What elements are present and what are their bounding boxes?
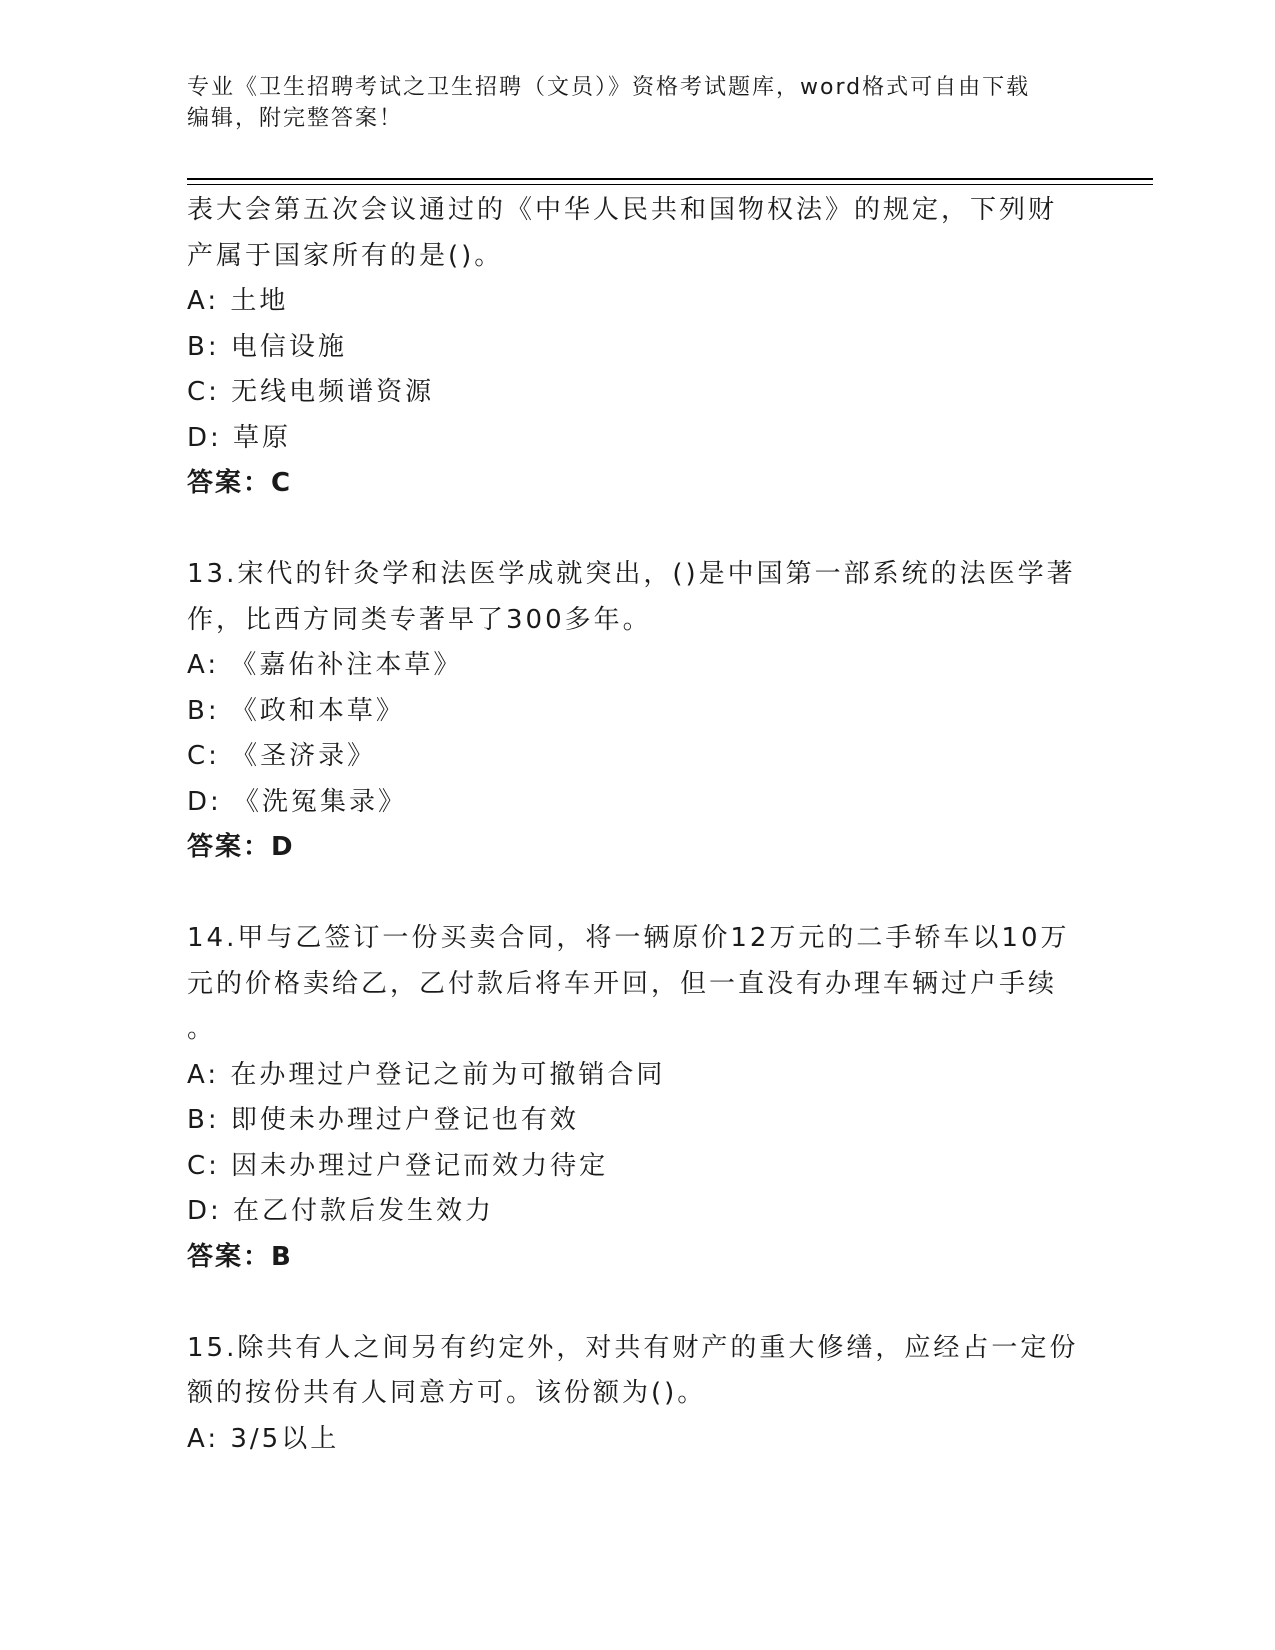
question-stem-line: 13.宋代的针灸学和法医学成就突出，()是中国第一部系统的法医学著 [187, 559, 1076, 589]
question-15 [187, 1326, 1087, 1463]
question-stem-line: 额的按份共有人同意方可。该份额为()。 [187, 1378, 707, 1408]
document-header [187, 72, 1087, 134]
header-divider-thin [187, 184, 1153, 185]
question-stem-line: 。 [187, 1014, 217, 1044]
option-d: D: 《洗冤集录》 [187, 786, 408, 817]
question-12 [187, 188, 1087, 507]
header-line-1: 专业《卫生招聘考试之卫生招聘（文员）》资格考试题库，word格式可自由下载 [187, 75, 1031, 100]
header-line-2: 编辑，附完整答案！ [187, 106, 404, 131]
option-d: D: 在乙付款后发生效力 [187, 1196, 495, 1226]
question-13 [187, 552, 1087, 871]
question-stem-line: 15.除共有人之间另有约定外，对共有财产的重大修缮，应经占一定份 [187, 1332, 1079, 1363]
option-b: B: 《政和本草》 [187, 695, 405, 726]
question-spacer [187, 507, 1087, 553]
question-stem-line: 作，比西方同类专著早了300多年。 [187, 604, 652, 635]
option-c: C: 无线电频谱资源 [187, 377, 435, 407]
option-a: A: 在办理过户登记之前为可撤销合同 [187, 1059, 666, 1090]
answer-label: 答案：B [187, 1241, 293, 1272]
question-spacer [187, 1280, 1087, 1326]
question-14 [187, 916, 1087, 1280]
option-b: B: 即使未办理过户登记也有效 [187, 1105, 579, 1135]
question-list [187, 188, 1087, 1462]
question-spacer [187, 871, 1087, 917]
header-divider-thick [187, 178, 1153, 180]
option-a: A: 土地 [187, 286, 289, 316]
option-c: C: 《圣济录》 [187, 741, 377, 771]
answer-label: 答案：C [187, 468, 293, 498]
option-a: A: 《嘉佑补注本草》 [187, 650, 463, 680]
option-b: B: 电信设施 [187, 331, 347, 362]
option-c: C: 因未办理过户登记而效力待定 [187, 1150, 609, 1181]
question-stem-line: 元的价格卖给乙，乙付款后将车开回，但一直没有办理车辆过户手续 [187, 968, 1058, 999]
question-stem-line: 产属于国家所有的是()。 [187, 240, 504, 271]
option-d: D: 草原 [187, 422, 292, 453]
option-a: A: 3/5以上 [187, 1423, 340, 1454]
answer-label: 答案：D [187, 832, 295, 862]
question-stem-line: 14.甲与乙签订一份买卖合同，将一辆原价12万元的二手轿车以10万 [187, 923, 1070, 953]
question-stem-line: 表大会第五次会议通过的《中华人民共和国物权法》的规定，下列财 [187, 195, 1058, 225]
